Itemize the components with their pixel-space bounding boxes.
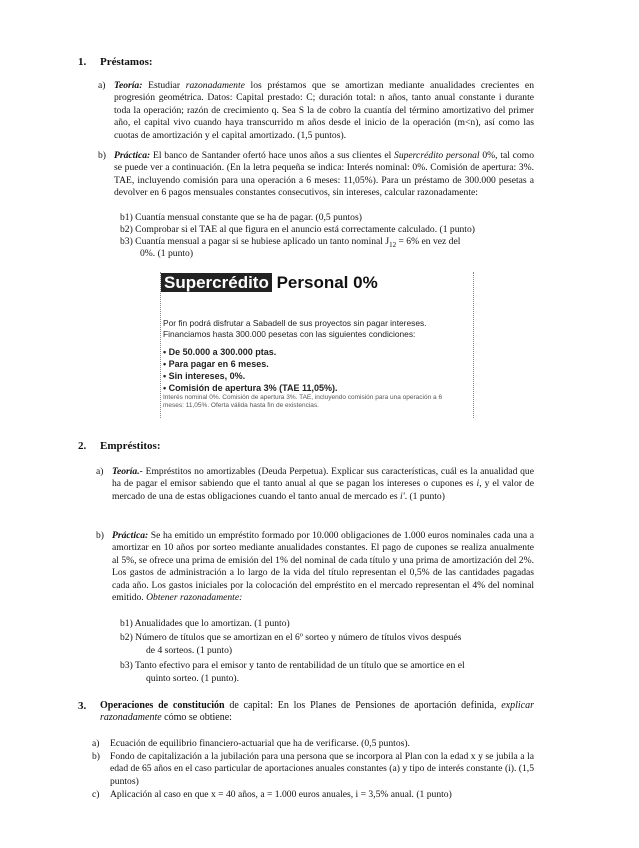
s2-b3-cont: quinto sorteo. (1 punto).: [146, 673, 239, 684]
s3-c-label: c): [92, 789, 100, 800]
section-2-title: 2. Empréstitos:: [78, 440, 161, 452]
s1-a-label: a): [98, 80, 106, 91]
ad-body: [163, 318, 463, 410]
s1-b-text: Práctica: El banco de Santander ofertó hace unos años a sus clientes el Supercrédito personal 0%, tal como se puede ver a continuación. (En la letra pequeña se indica: Interés nominal: 0%. Comisión de apertura: 3%. TAE, incluyendo comisión para una operación a 6 meses: 11,05%). Para un préstamo de 300.000 pesetas a devolver en 6 pagos mensuales constantes consecutivos, sin intereses, calcular razonadamente:: [114, 150, 534, 199]
s3-a-label: a): [92, 738, 100, 749]
ad-condition: • Para pagar en 6 meses.: [163, 359, 269, 369]
s2-b2: b2) Número de títulos que se amortizan en el 6º sorteo y número de títulos vivos después: [120, 632, 462, 643]
supercredit-advertisement: [160, 272, 474, 418]
s2-a-text: Teoría.- Empréstitos no amortizables (Deuda Perpetua). Explicar sus características, cuál es la anualidad que ha de pagar el emisor sabiendo que el tanto anual al que se pagan los intereses o cupones es i, y el valor de mercado de una de estas obligaciones cuando el tanto anual de mercado es i'. (1 punto): [112, 466, 534, 502]
ad-condition: • Sin intereses, 0%.: [163, 371, 246, 381]
s3-c-text: Aplicación al caso en que x = 40 años, a = 1.000 euros anuales, i = 3,5% anual. (1 punto): [110, 789, 452, 800]
s1-b3: b3) Cuantía mensual a pagar si se hubiese aplicado un tanto nominal $J_{12} = 6\%$ en vez del: [120, 236, 461, 249]
ad-title-highlight: Supercrédito: [161, 273, 272, 292]
s1-b-label: b): [98, 150, 106, 161]
s2-b-text: Práctica: Se ha emitido un empréstito formado por 10.000 obligaciones de 1.000 euros nominales cada una a amortizar en 10 años por sorteo mediante anualidades constantes. El pago de cupones se realiza anualmente al 5%, se ofrece una prima de emisión del 1% del nominal de cada título y una prima de amortización del 2%. Los gastos de administración a lo largo de la vida del título representan el 0,5% de las cantidades pagadas cada año. Los gastos iniciales por la colocación del empréstito en el mercado representan el 4% del nominal emitido. Obtener razonadamente:: [112, 530, 534, 604]
ad-condition: • De 50.000 a 300.000 ptas.: [163, 347, 277, 357]
s1-b2: b2) Comprobar si el TAE al que figura en el anuncio está correctamente calculado. (1 punto): [120, 224, 475, 235]
s2-b3: b3) Tanto efectivo para el emisor y tanto de rentabilidad de un título que se amortice en el: [120, 660, 465, 671]
section-1-title: 1. Préstamos:: [78, 56, 153, 68]
s3-b-text: Fondo de capitalización a la jubilación para una persona que se incorpora al Plan con la edad x y se jubila a la edad de 65 años en el caso particular de aportaciones anuales constantes (a) y tipo de interés constante (i). (1,5 puntos): [110, 751, 534, 787]
s1-a-text: Teoría: Estudiar razonadamente los préstamos que se amortizan mediante anualidades crecientes en progresión geométrica. Datos: Capital prestado: C; duración total: n años, tanto anual constante i durante toda la operación; razón de crecimiento q. Sea S la de cobro la cuantía del término amortizativo del primer año, el capital vivo cuando haya transcurrido m años desde el inicio de la operación (m<n), así como las cuotas de amortización y el capital amortizado. (1,5 puntos).: [114, 80, 534, 141]
s1-b3-cont: 0%. (1 punto): [140, 248, 194, 259]
s3-a-text: Ecuación de equilibrio financiero-actuarial que ha de verificarse. (0,5 puntos).: [110, 738, 410, 749]
section-3-title: Operaciones de constitución de capital: En los Planes de Pensiones de aportación definida, explicar razonadamente cómo se obtiene:: [100, 700, 534, 724]
s2-b2-cont: de 4 sorteos. (1 punto): [146, 645, 233, 656]
s2-b1: b1) Anualidades que lo amortizan. (1 punto): [120, 618, 290, 629]
ad-title: [161, 272, 473, 294]
ad-condition: • Comisión de apertura 3% (TAE 11,05%).: [163, 383, 338, 393]
s3-b-label: b): [92, 751, 100, 762]
ad-intro: Por fin podrá disfrutar a Sabadell de sus proyectos sin pagar intereses. Financiamos hasta 300.000 pesetas con las siguientes condiciones:: [163, 318, 427, 339]
ad-fine-print: Interés nominal 0%. Comisión de apertura 3%. TAE, incluyendo comisión para una operación a 6 meses: 11,05%. Oferta válida hasta fin de existencias.: [163, 394, 443, 409]
s2-b-label: b): [96, 530, 104, 541]
s2-a-label: a): [96, 466, 104, 477]
s1-b1: b1) Cuantía mensual constante que se ha de pagar. (0,5 puntos): [120, 212, 362, 223]
section-3-num: 3.: [78, 700, 87, 712]
ad-title-rest: Personal 0%: [271, 273, 378, 292]
ad-conditions-list: [163, 346, 463, 394]
